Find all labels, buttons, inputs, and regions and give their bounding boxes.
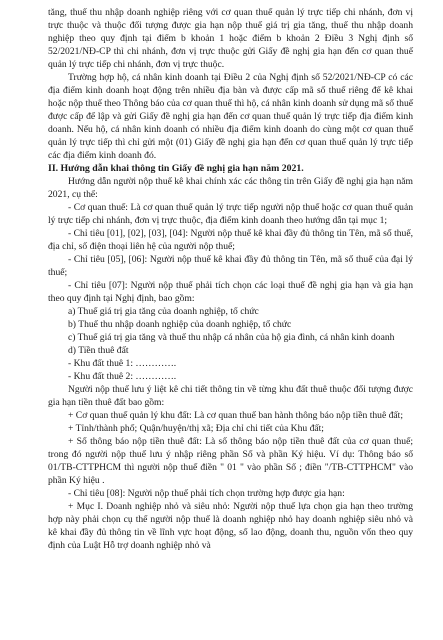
paragraph-criteria-08: - Chỉ tiêu [08]: Người nộp thuế phải tích chọn trường hợp được gia hạn: — [68, 488, 345, 499]
paragraph-land-tax-authority: + Cơ quan thuế quản lý khu đất: Là cơ quan thuế ban hành thông báo nộp tiền thuê đất; — [68, 410, 404, 421]
land-plot-1: - Khu đất thuê 1: …………. — [68, 358, 177, 369]
paragraph-household-business-locations: Trường hợp hộ, cá nhân kinh doanh tại Điều 2 của Nghị định số 52/2021/NĐ-CP có các địa điểm kinh doanh hoạt động trên nhiều địa bàn và được cấp mã số thuế riêng để kê khai hoặc nộp thuế theo Thông báo của cơ quan thuế thì hộ, cá nhân kinh doanh sử dụng mã số thuế được cấp để lập và gửi Giấy đề nghị gia hạn đến cơ quan thuế quản lý trực tiếp địa điểm kinh doanh. Nếu hộ, cá nhân kinh doanh có nhiều địa điểm kinh doanh do cùng một cơ quan thuế quản lý trực tiếp thì chỉ gửi một (01) Giấy đề nghị gia hạn đến cơ quan thuế quản lý trực tiếp các địa điểm kinh doanh đó. — [48, 72, 413, 161]
paragraph-branch-extension-request: tăng, thuế thu nhập doanh nghiệp riêng với cơ quan thuế quản lý trực tiếp chi nhánh, đơn vị trực thuộc và thuộc đối tượng được gia hạn nộp thuế giá trị gia tăng, thuế thu nhập doanh nghiệp theo quy định tại điểm b khoản 1 hoặc điểm b khoản 2 Điều 3 Nghị định số 52/2021/NĐ-CP thì chi nhánh, đơn vị trực thuộc gửi Giấy đề nghị gia hạn đến cơ quan thuế quản lý trực tiếp chi nhánh, đơn vị trực thuộc. — [48, 7, 413, 70]
paragraph-small-enterprise: + Mục I. Doanh nghiệp nhỏ và siêu nhỏ: Người nộp thuế lựa chọn gia hạn theo trường hợp này phải chọn cụ thể người nộp thuế là doanh nghiệp nhỏ hay doanh nghiệp siêu nhỏ và kê khai đầy đủ thông tin về lĩnh vực hoạt động, số lao động, doanh thu, nguồn vốn theo quy định của Luật Hỗ trợ doanh nghiệp nhỏ và — [48, 501, 413, 551]
land-plot-2: - Khu đất thuê 2: …………. — [68, 371, 177, 382]
paragraph-tax-authority: - Cơ quan thuế: Là cơ quan thuế quản lý trực tiếp người nộp thuế hoặc cơ quan thuế quản lý trực tiếp chi nhánh, đơn vị trực thuộc, địa điểm kinh doanh theo hướng dẫn tại mục 1; — [48, 202, 413, 226]
paragraph-land-address: + Tỉnh/thành phố; Quận/huyện/thị xã; Địa chỉ chi tiết của Khu đất; — [68, 423, 324, 434]
paragraph-criteria-05-06: - Chỉ tiêu [05], [06]: Người nộp thuế kê khai đầy đủ thông tin Tên, mã số thuế của đại lý thuế; — [48, 254, 413, 278]
paragraph-intro-instructions: Hướng dẫn người nộp thuế kê khai chính xác các thông tin trên Giấy đề nghị gia hạn năm 2021, cụ thể: — [48, 176, 413, 200]
paragraph-land-notice-number: + Số thông báo nộp tiền thuê đất: Là số thông báo nộp tiền thuê đất của cơ quan thuế; trong đó người nộp thuế lưu ý nhập riêng phần Số và phần Ký hiệu. Ví dụ: Thông báo số 01/TB-CTTPHCM thì người nộp thuế điền " 01 " vào phần Số ; điền "/TB-CTTPHCM" vào phần Ký hiệu . — [48, 436, 413, 486]
list-item-c-household: c) Thuế giá trị gia tăng và thuế thu nhập cá nhân của hộ gia đình, cá nhân kinh doanh — [68, 332, 395, 343]
section-heading-ii: II. Hướng dẫn khai thông tin Giấy đề nghị gia hạn năm 2021. — [48, 163, 304, 174]
list-item-a-vat: a) Thuế giá trị gia tăng của doanh nghiệp, tổ chức — [68, 306, 259, 317]
paragraph-criteria-07: - Chỉ tiêu [07]: Người nộp thuế phải tích chọn các loại thuế đề nghị gia hạn và gia hạn theo quy định tại Nghị định, bao gồm: — [48, 280, 413, 304]
list-item-d-land-rent: d) Tiền thuê đất — [68, 345, 129, 356]
paragraph-land-plot-note: Người nộp thuế lưu ý liệt kê chi tiết thông tin về từng khu đất thuê thuộc đối tượng được gia hạn tiền thuê đất bao gồm: — [48, 384, 413, 408]
paragraph-criteria-01-04: - Chỉ tiêu [01], [02], [03], [04]: Người nộp thuế kê khai đầy đủ thông tin Tên, mã số thuế, địa chỉ, số điện thoại liên hệ của người nộp thuế; — [48, 228, 413, 252]
list-item-b-cit: b) Thuế thu nhập doanh nghiệp của doanh nghiệp, tổ chức — [68, 319, 292, 330]
